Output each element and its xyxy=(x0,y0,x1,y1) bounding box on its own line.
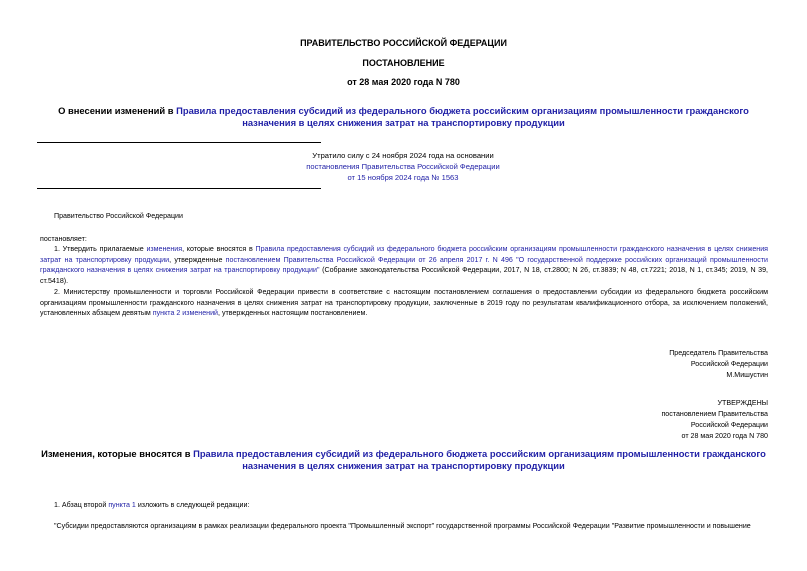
item1-text-2: изложить в следующей редакции: xyxy=(135,501,250,509)
p1-text-4: (Собрание законодательства Российской Федерации, 2017, N 18, ст.2800; N 26, ст.3839; N 48, ст.7221; 2018, N 1, ст.345; 2019, N 39, ст.5418). xyxy=(40,266,769,286)
government-heading: ПРАВИТЕЛЬСТВО РОССИЙСКОЙ ФЕДЕРАЦИИ xyxy=(300,38,507,48)
p2-text-2: , утвержденных настоящим постановлением. xyxy=(218,309,368,318)
approved-country: Российской Федерации xyxy=(690,421,768,429)
changes-title xyxy=(40,448,767,472)
title-prefix: О внесении изменений в xyxy=(58,105,177,116)
signature-country: Российской Федерации xyxy=(690,360,768,368)
status-note-text: Утратило силу с 24 ноября 2024 года на основании xyxy=(312,151,494,160)
decrees-line: постановляет: xyxy=(40,235,87,243)
approved-by: постановлением Правительства xyxy=(661,410,768,418)
p1-text-3: , утвержденные xyxy=(169,255,226,264)
document-title xyxy=(40,105,767,129)
signature-name: М.Мишустин xyxy=(726,371,768,379)
p2-item-link[interactable]: пункта 2 изменений xyxy=(152,309,219,318)
p1-text-2: , которые вносятся в xyxy=(182,245,256,253)
p1-resolution-link[interactable]: постановлением Правительства Российской Федерации от 26 апреля 2017 г. N 496 "О государственной поддержке российских организаций промышленности гражданского назначения в целях снижения затрат на транспортировку продукции" xyxy=(40,255,769,275)
government-line: Правительство Российской Федерации xyxy=(54,212,183,220)
approved-date: от 28 мая 2020 года N 780 xyxy=(681,432,768,440)
p1-changes-link[interactable]: изменения xyxy=(146,245,183,253)
top-divider xyxy=(37,142,321,143)
document-date: от 28 мая 2020 года N 780 xyxy=(347,77,460,87)
status-note-link-2[interactable]: от 15 ноября 2024 года № 1563 xyxy=(347,173,459,182)
item1-clause-link[interactable]: пункта 1 xyxy=(108,501,136,509)
title-rules-link[interactable]: Правила предоставления субсидий из федерального бюджета российским организациям промышленности гражданского назначения в целях снижения затрат на транспортировку продукции xyxy=(176,105,749,128)
changes-title-rules-link[interactable]: Правила предоставления субсидий из федерального бюджета российским организациям промышленности гражданского назначения в целях снижения затрат на транспортировку продукции xyxy=(193,448,766,471)
approved-label: УТВЕРЖДЕНЫ xyxy=(717,399,768,407)
paragraph-1 xyxy=(40,244,768,287)
paragraph-2 xyxy=(40,287,768,319)
p2-text-1: 2. Министерству промышленности и торговли Российской Федерации привести в соответствие с настоящим постановлением соглашения о предоставлении субсидии из федерального бюджета российским организациям промышленности гражданского назначения в целях снижения затрат на транспортировку продукции, заключенные в 2019 году по результатам квалификационного отбора, за исключением положений, установленных абзацем девятым xyxy=(40,288,768,318)
document-type: ПОСТАНОВЛЕНИЕ xyxy=(362,58,445,68)
change-item-1 xyxy=(54,500,249,511)
status-note xyxy=(290,150,516,183)
changes-title-prefix: Изменения, которые вносятся в xyxy=(41,448,194,459)
signature-position: Председатель Правительства xyxy=(669,349,768,357)
bottom-divider xyxy=(37,188,321,189)
change-quote: "Субсидии предоставляются организациям в рамках реализации федерального проекта "Промышленный экспорт" государственной программы Российской Федерации "Развитие промышленности и повышение xyxy=(54,522,751,530)
approval-block xyxy=(661,398,768,442)
p1-rules-link[interactable]: Правила предоставления субсидий из федерального бюджета российским организациям промышленности гражданского назначения в целях снижения затрат на транспортировку продукции xyxy=(40,245,768,264)
item1-text-1: 1. Абзац второй xyxy=(54,501,109,509)
p1-text-1: 1. Утвердить прилагаемые xyxy=(54,245,147,253)
signature-block xyxy=(669,348,768,381)
status-note-link-1[interactable]: постановления Правительства Российской Федерации xyxy=(306,162,500,171)
